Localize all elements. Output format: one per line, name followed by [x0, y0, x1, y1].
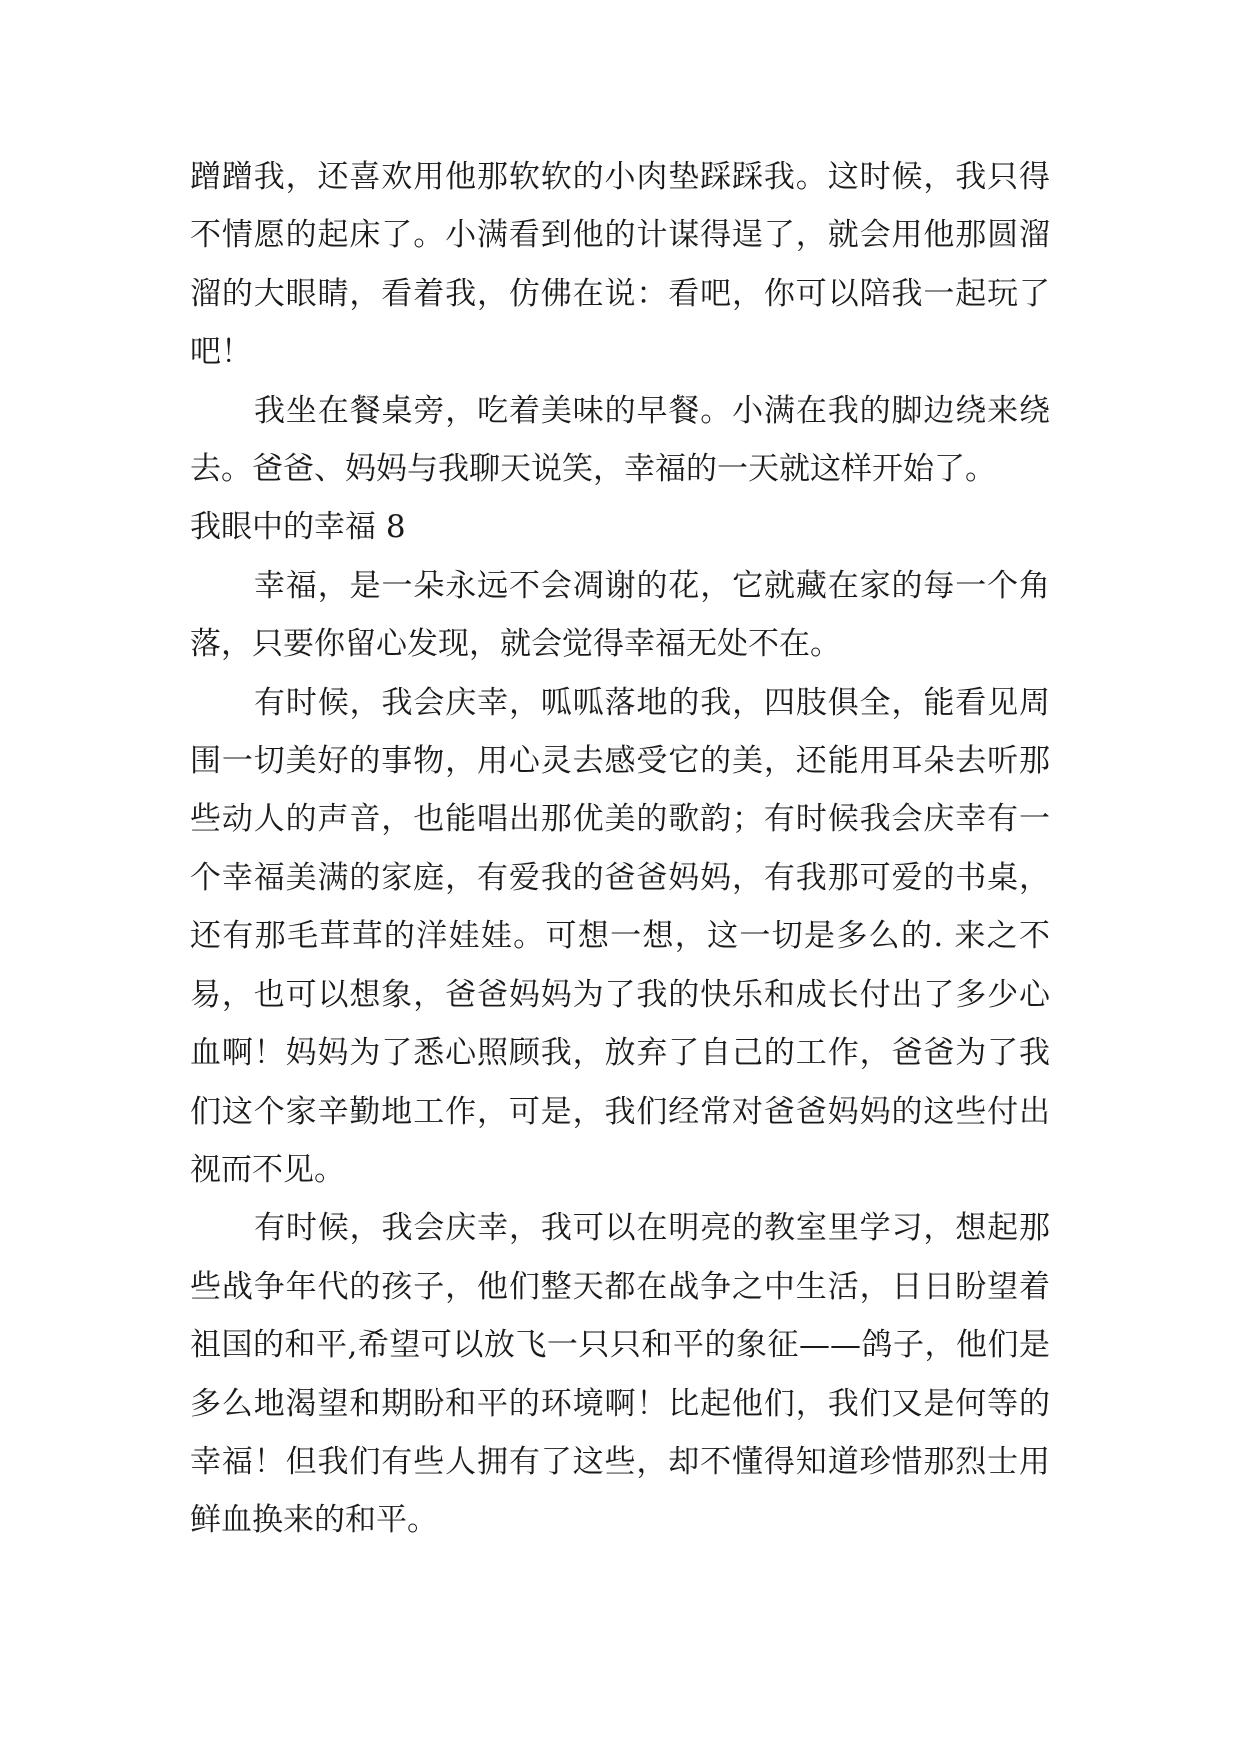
section-title: 我眼中的幸福 8	[190, 509, 406, 546]
document-body	[190, 148, 1050, 1550]
paragraph-4: 有时候，我会庆幸，呱呱落地的我，四肢俱全，能看见周围一切美好的事物，用心灵去感受它的美，还能用耳朵去听那些动人的声音，也能唱出那优美的歌韵；有时候我会庆幸有一个幸福美满的家庭，有爱我的爸爸妈妈，有我那可爱的书桌，还有那毛茸茸的洋娃娃。可想一想，这一切是多么的. 来之不易，也可以想象，爸爸妈妈为了我的快乐和成长付出了多少心血啊！妈妈为了悉心照顾我，放弃了自己的工作，爸爸为了我们这个家辛勤地工作，可是，我们经常对爸爸妈妈的这些付出视而不见。	[190, 684, 1050, 1188]
paragraph-5: 有时候，我会庆幸，我可以在明亮的教室里学习，想起那些战争年代的孩子，他们整天都在战争之中生活，日日盼望着祖国的和平,希望可以放飞一只只和平的象征——鸽子，他们是多么地渴望和期盼和平的环境啊！比起他们，我们又是何等的幸福！但我们有些人拥有了这些，却不懂得知道珍惜那烈士用鲜血换来的和平。	[190, 1210, 1050, 1539]
paragraph-2: 我坐在餐桌旁，吃着美味的早餐。小满在我的脚边绕来绕去。爸爸、妈妈与我聊天说笑，幸福的一天就这样开始了。	[190, 392, 1050, 488]
paragraph-3: 幸福，是一朵永远不会凋谢的花，它就藏在家的每一个角落，只要你留心发现，就会觉得幸福无处不在。	[190, 567, 1050, 663]
paragraph-1: 蹭蹭我，还喜欢用他那软软的小肉垫踩踩我。这时候，我只得不情愿的起床了。小满看到他的计谋得逞了，就会用他那圆溜溜的大眼睛，看着我，仿佛在说：看吧，你可以陪我一起玩了吧！	[190, 159, 1050, 371]
